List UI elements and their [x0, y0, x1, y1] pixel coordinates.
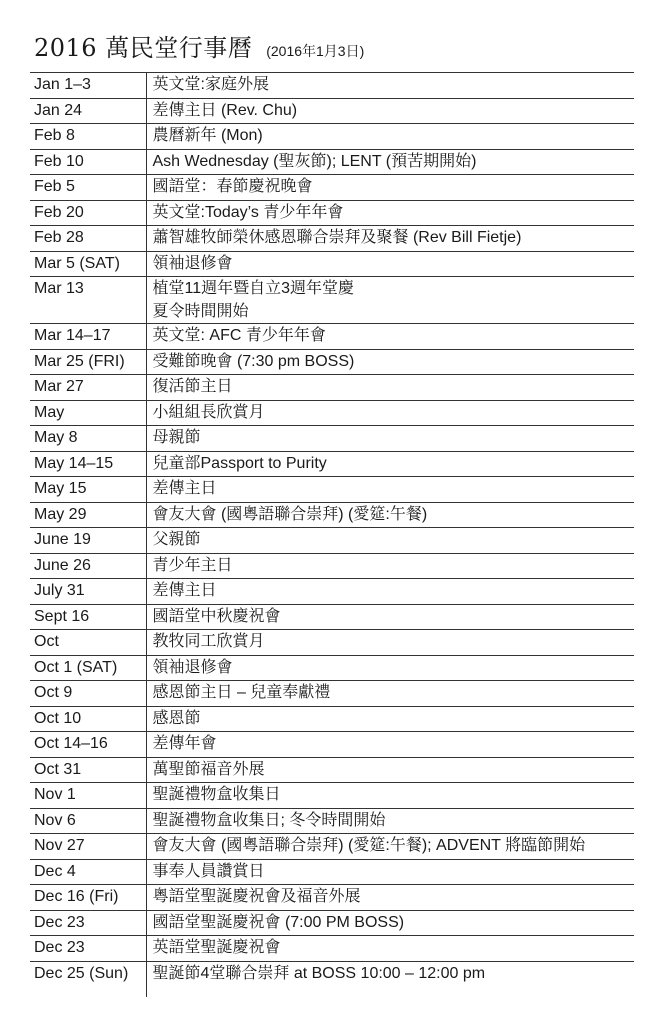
event-description — [146, 630, 634, 656]
event-description-line: 兒童部Passport to Purity — [152, 454, 327, 472]
event-row — [30, 98, 634, 124]
event-date: Sept 16 — [30, 604, 146, 630]
event-row — [30, 859, 634, 885]
event-description-line: 父親節 — [152, 531, 201, 548]
events-table — [30, 72, 634, 987]
event-description — [146, 936, 634, 962]
event-description-line: 差傳年會 — [152, 735, 217, 752]
event-description — [146, 149, 634, 175]
event-description-line: 英文堂:Today’s 青少年年會 — [152, 203, 344, 221]
event-description — [146, 73, 634, 99]
event-date: Feb 5 — [30, 175, 146, 201]
event-description — [146, 604, 634, 630]
event-description-line: 聖誕禮物盒收集日 — [152, 786, 281, 803]
event-row — [30, 936, 634, 962]
event-description — [146, 349, 634, 375]
event-row — [30, 200, 634, 226]
event-row — [30, 277, 634, 324]
event-description — [146, 655, 634, 681]
event-description — [146, 451, 634, 477]
event-row — [30, 349, 634, 375]
event-row — [30, 477, 634, 503]
event-description-line: 會友大會 (國粵語聯合崇拜) (愛筵:午餐); ADVENT 將臨節開始 — [152, 837, 586, 854]
event-row — [30, 757, 634, 783]
event-row — [30, 783, 634, 809]
event-date: Mar 25 (FRI) — [30, 349, 146, 375]
event-row — [30, 149, 634, 175]
event-description-line: 領袖退修會 — [152, 254, 233, 272]
event-description — [146, 706, 634, 732]
event-date: Dec 23 — [30, 936, 146, 962]
event-description-line: 國語堂聖誕慶祝會 (7:00 PM BOSS) — [152, 913, 405, 931]
event-date: Feb 28 — [30, 226, 146, 252]
event-date: Mar 27 — [30, 375, 146, 401]
event-description-line: 農曆新年 (Mon) — [152, 127, 263, 144]
event-description-line: 感恩節主日 – 兒童奉獻禮 — [152, 684, 331, 701]
event-description-line: 差傳主日 — [152, 480, 217, 497]
event-description — [146, 277, 634, 324]
event-date: Oct 14–16 — [30, 732, 146, 758]
event-description — [146, 251, 634, 277]
event-description-line: 差傳主日 — [152, 582, 217, 599]
event-description — [146, 757, 634, 783]
event-row — [30, 73, 634, 99]
event-date: Mar 13 — [30, 277, 146, 324]
event-description-line: 領袖退修會 — [152, 658, 233, 676]
event-date: Oct 9 — [30, 681, 146, 707]
event-date: Oct 31 — [30, 757, 146, 783]
event-date: Mar 5 (SAT) — [30, 251, 146, 277]
event-row — [30, 124, 634, 150]
event-description — [146, 553, 634, 579]
event-row — [30, 808, 634, 834]
event-date: May 8 — [30, 426, 146, 452]
event-description-line: Ash Wednesday (聖灰節); LENT (預苦期開始) — [152, 152, 477, 170]
event-description — [146, 859, 634, 885]
event-date: Feb 10 — [30, 149, 146, 175]
event-description-line: 教牧同工欣賞月 — [152, 633, 265, 650]
event-description — [146, 579, 634, 605]
event-description — [146, 681, 634, 707]
calendar-date: (2016年1月3日) — [266, 43, 365, 59]
column-divider-tail — [146, 985, 147, 997]
event-description — [146, 400, 634, 426]
event-description-line: 英語堂聖誕慶祝會 — [152, 939, 281, 956]
event-row — [30, 961, 634, 987]
event-description-line: 粵語堂聖誕慶祝會及福音外展 — [152, 888, 361, 905]
event-description-line: 國語堂：春節慶祝晚會 — [152, 178, 313, 195]
event-row — [30, 732, 634, 758]
event-description — [146, 502, 634, 528]
event-date: May 15 — [30, 477, 146, 503]
event-row — [30, 528, 634, 554]
event-row — [30, 375, 634, 401]
event-date: Oct 10 — [30, 706, 146, 732]
event-date: Jan 24 — [30, 98, 146, 124]
event-row — [30, 502, 634, 528]
event-description — [146, 783, 634, 809]
event-row — [30, 451, 634, 477]
event-description-line: 事奉人員讚賞日 — [152, 862, 265, 880]
event-date: Oct 1 (SAT) — [30, 655, 146, 681]
event-row — [30, 226, 634, 252]
event-description — [146, 808, 634, 834]
event-description-line: 國語堂中秋慶祝會 — [152, 607, 281, 625]
event-date: Nov 27 — [30, 834, 146, 860]
event-row — [30, 426, 634, 452]
event-date: Feb 8 — [30, 124, 146, 150]
event-row — [30, 630, 634, 656]
event-description-line: 青少年主日 — [152, 556, 233, 574]
event-row — [30, 324, 634, 350]
event-date: Oct — [30, 630, 146, 656]
event-description-line: 母親節 — [152, 429, 201, 446]
event-description — [146, 528, 634, 554]
event-row — [30, 706, 634, 732]
event-description — [146, 834, 634, 860]
event-description-line: 植堂11週年暨自立3週年堂慶 — [152, 280, 355, 297]
event-description — [146, 200, 634, 226]
calendar-title: 2016 萬民堂行事曆 — [34, 34, 253, 62]
event-description — [146, 324, 634, 350]
event-description — [146, 732, 634, 758]
event-row — [30, 885, 634, 911]
event-description-line: 感恩節 — [152, 709, 201, 727]
event-row — [30, 251, 634, 277]
event-row — [30, 175, 634, 201]
event-date: May 29 — [30, 502, 146, 528]
event-date: Nov 1 — [30, 783, 146, 809]
event-description-line: 英文堂: AFC 青少年年會 — [152, 327, 326, 344]
event-description — [146, 124, 634, 150]
event-description — [146, 910, 634, 936]
event-description-line: 聖誕禮物盒收集日; 冬令時間開始 — [152, 811, 386, 829]
event-row — [30, 834, 634, 860]
event-description — [146, 426, 634, 452]
event-date: Dec 4 — [30, 859, 146, 885]
event-row — [30, 579, 634, 605]
event-date: July 31 — [30, 579, 146, 605]
event-date: June 19 — [30, 528, 146, 554]
event-row — [30, 400, 634, 426]
event-row — [30, 553, 634, 579]
event-description — [146, 885, 634, 911]
event-description-line: 蕭智雄牧師榮休感恩聯合崇拜及聚餐 (Rev Bill Fietje) — [152, 229, 522, 246]
event-description — [146, 961, 634, 987]
event-description-line: 夏令時間開始 — [152, 303, 249, 320]
event-description-line: 萬聖節福音外展 — [152, 760, 265, 778]
event-description-line: 受難節晚會 (7:30 pm BOSS) — [152, 352, 355, 370]
event-row — [30, 655, 634, 681]
event-description-line: 會友大會 (國粵語聯合崇拜) (愛筵:午餐) — [152, 505, 428, 523]
event-row — [30, 910, 634, 936]
event-date: June 26 — [30, 553, 146, 579]
event-description — [146, 175, 634, 201]
event-date: Jan 1–3 — [30, 73, 146, 99]
event-row — [30, 681, 634, 707]
event-date: Mar 14–17 — [30, 324, 146, 350]
event-date: May — [30, 400, 146, 426]
event-description-line: 小組組長欣賞月 — [152, 403, 265, 421]
event-date: Feb 20 — [30, 200, 146, 226]
event-date: May 14–15 — [30, 451, 146, 477]
event-date: Dec 16 (Fri) — [30, 885, 146, 911]
event-description — [146, 226, 634, 252]
event-description — [146, 477, 634, 503]
event-row — [30, 604, 634, 630]
event-date: Dec 23 — [30, 910, 146, 936]
event-date: Dec 25 (Sun) — [30, 961, 146, 987]
events-table-body — [30, 73, 634, 987]
event-description-line: 聖誕節4堂聯合崇拜 at BOSS 10:00 – 12:00 pm — [152, 964, 486, 982]
event-description-line: 復活節主日 — [152, 378, 233, 395]
page-title — [34, 28, 364, 63]
event-description-line: 英文堂:家庭外展 — [152, 76, 269, 93]
event-description — [146, 98, 634, 124]
event-description-line: 差傳主日 (Rev. Chu) — [152, 101, 298, 119]
event-date: Nov 6 — [30, 808, 146, 834]
event-description — [146, 375, 634, 401]
